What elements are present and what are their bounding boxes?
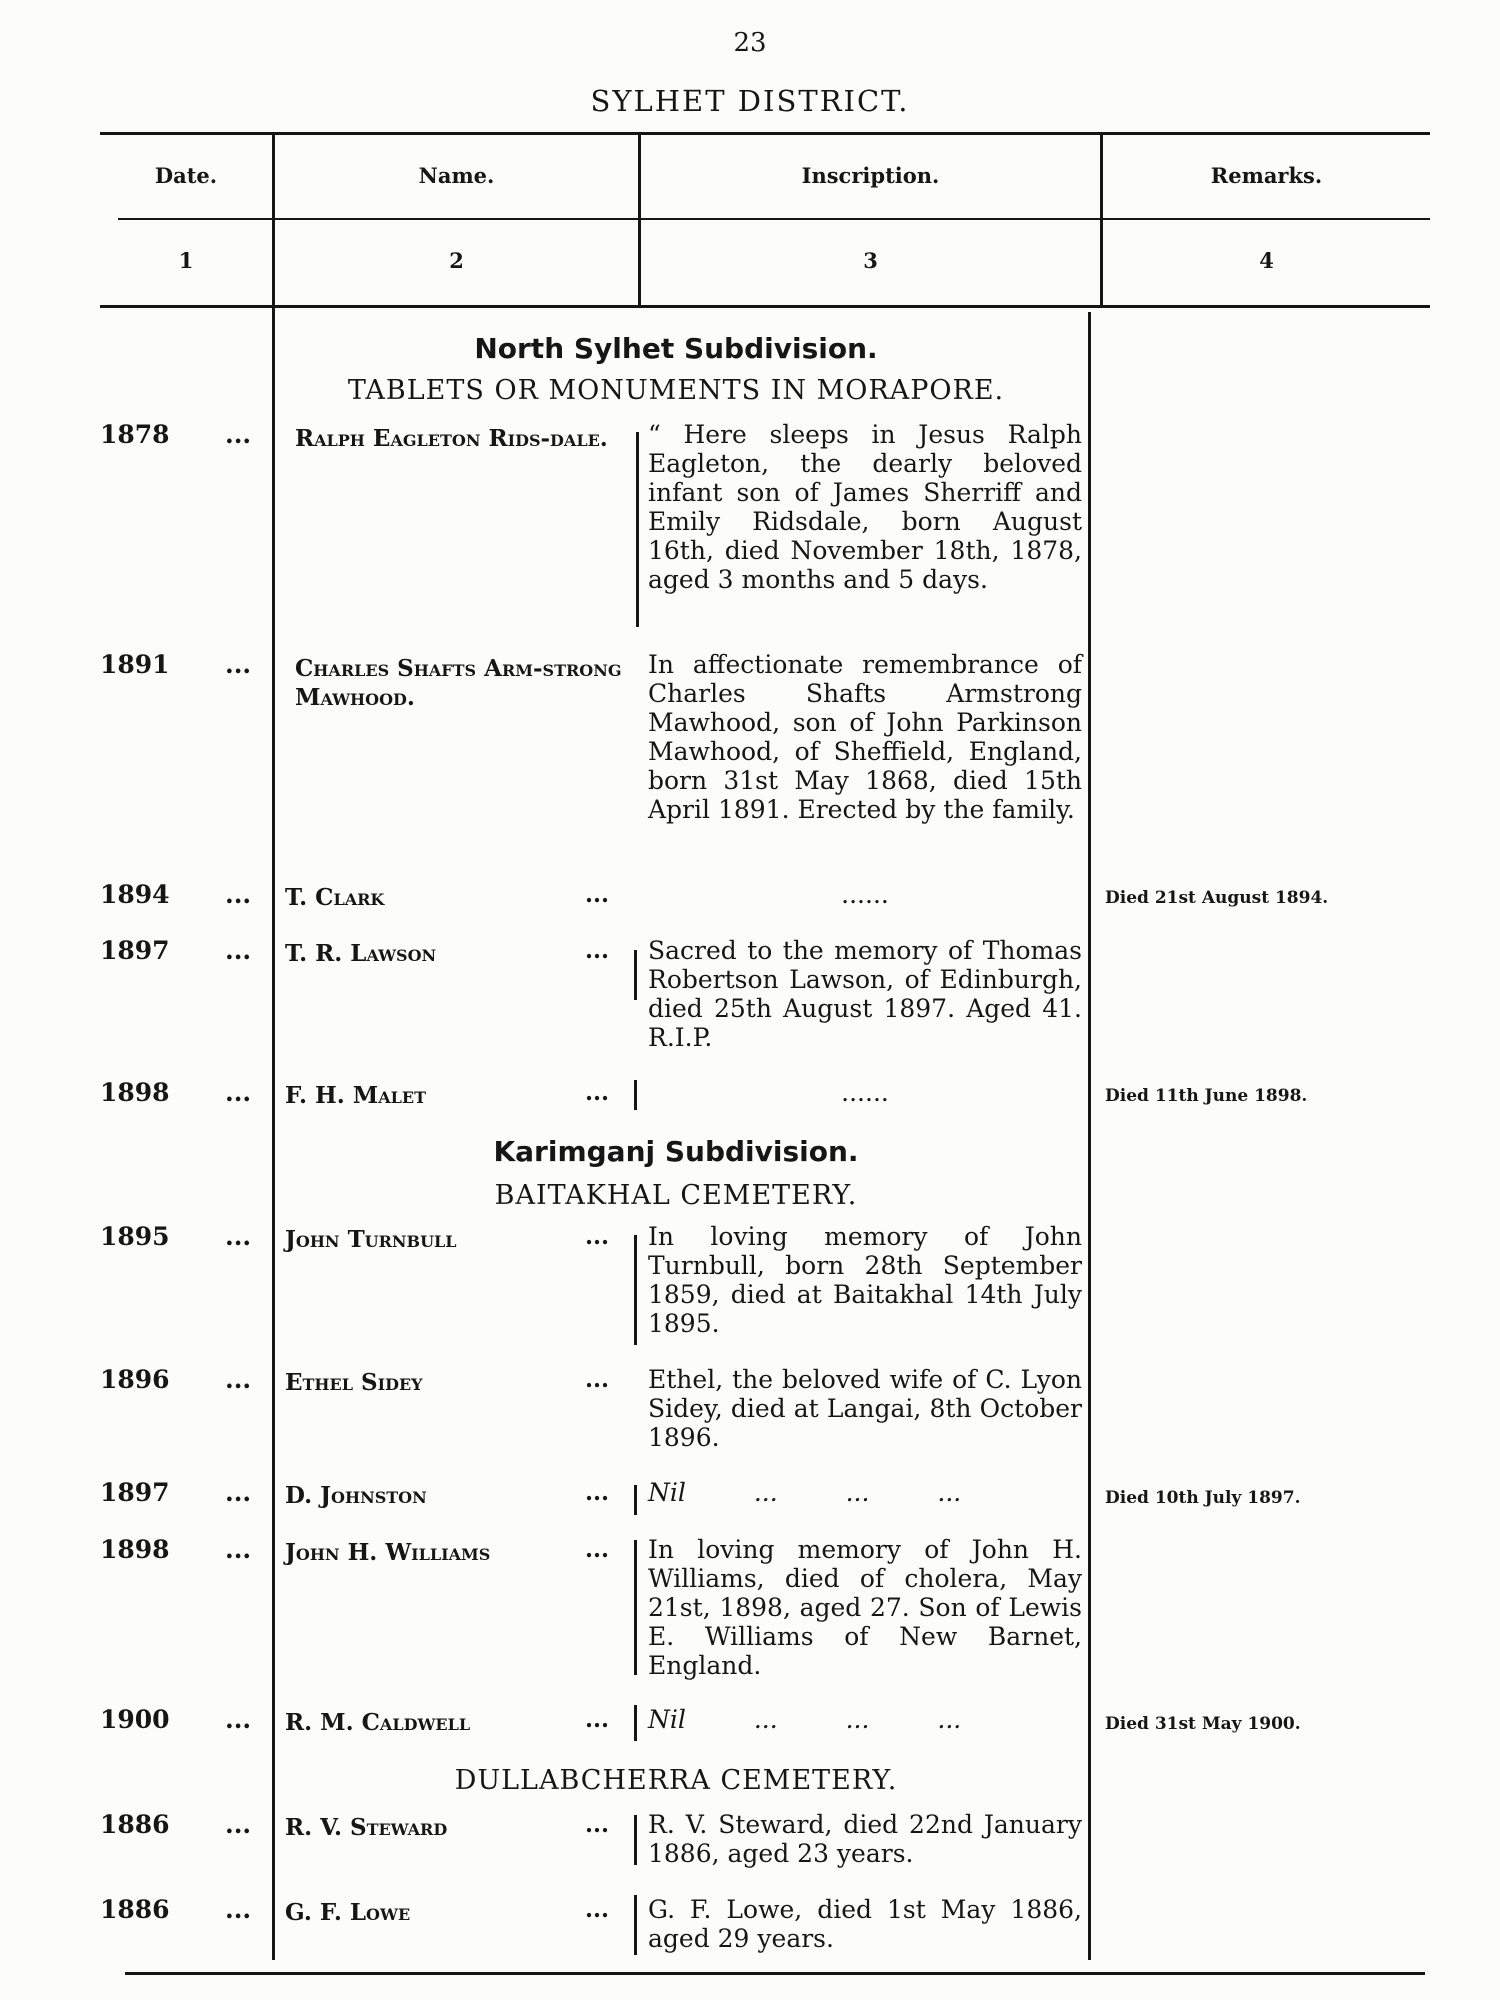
entry-leader-dots: ... (225, 420, 252, 449)
entry-inscription: R. V. Steward, died 22nd January 1886, aged 23 years. (648, 1810, 1082, 1868)
inscription-bracket (634, 1895, 637, 1955)
entry-name: T. R. Lawson (285, 940, 437, 967)
entry-name-dots: ... (585, 1896, 610, 1923)
section-title-north-sylhet: North Sylhet Subdivision. (474, 332, 878, 365)
table-bottom-rule (125, 1972, 1425, 1975)
entry-leader-dots: ... (225, 1810, 252, 1839)
entry-year: 1895 (100, 1222, 170, 1251)
entry-year: 1886 (100, 1895, 170, 1924)
entry-leader-dots: ... (225, 880, 252, 909)
entry-name-dots: ... (585, 1366, 610, 1393)
entry-name: T. Clark (285, 884, 385, 911)
entry-name: Ethel Sidey (285, 1369, 423, 1396)
inscription-bracket (636, 432, 639, 627)
column-divider-2 (638, 135, 641, 305)
column-divider-1 (272, 135, 275, 1960)
entry-name: G. F. Lowe (285, 1899, 411, 1926)
entry-name-dots: ... (585, 1079, 610, 1106)
column-header-remarks: Remarks. (1210, 163, 1323, 188)
column-number-1: 1 (178, 248, 194, 273)
entry-year: 1897 (100, 936, 170, 965)
entry-year: 1900 (100, 1705, 170, 1734)
entry-remark: Died 21st August 1894. (1105, 888, 1329, 908)
entry-name-dots: ... (585, 881, 610, 908)
entry-name-dots: ... (585, 1706, 610, 1733)
inscription-bracket (634, 1705, 637, 1741)
entry-name-dots: ... (585, 1223, 610, 1250)
page-number: 23 (733, 28, 767, 58)
section-subtitle-morapore: TABLETS OR MONUMENTS IN MORAPORE. (347, 375, 1005, 406)
entry-inscription: G. F. Lowe, died 1st May 1886, aged 29 years. (648, 1895, 1082, 1953)
entry-name: John H. Williams (285, 1539, 491, 1566)
column-number-4: 4 (1259, 248, 1274, 273)
entry-year: 1891 (100, 650, 170, 679)
entry-name-dots: ... (585, 937, 610, 964)
entry-inscription: In affectionate remembrance of Charles Shafts Armstrong Mawhood, son of John Parkinson Mawhood, of Sheffield, England, born 31st May 1868, died 15th April 1891. Erected by the family. (648, 650, 1082, 824)
inscription-bracket (634, 950, 637, 1000)
entry-year: 1898 (100, 1535, 170, 1564)
column-header-inscription: Inscription. (801, 163, 940, 188)
entry-name: R. V. Steward (285, 1814, 448, 1841)
entry-year: 1886 (100, 1810, 170, 1839)
entry-leader-dots: ... (225, 1895, 252, 1924)
inscription-bracket (634, 1485, 637, 1515)
entry-leader-dots: ... (225, 1365, 252, 1394)
table-top-rule (100, 132, 1430, 135)
entry-name: R. M. Caldwell (285, 1709, 471, 1736)
inscription-bracket (634, 1815, 637, 1865)
column-header-date: Date. (154, 163, 218, 188)
entry-name-dots: ... (585, 1536, 610, 1563)
entry-inscription: Sacred to the memory of Thomas Robertson Lawson, of Edinburgh, died 25th August 1897. Aged 41. R.I.P. (648, 936, 1082, 1052)
section-subtitle-baitakhal: BAITAKHAL CEMETERY. (494, 1180, 858, 1211)
column-divider-3 (1100, 135, 1103, 305)
column-number-3: 3 (863, 248, 878, 273)
entry-remark: Died 11th June 1898. (1105, 1086, 1308, 1106)
entry-name: John Turnbull (285, 1226, 457, 1253)
inscription-bracket (634, 1235, 637, 1345)
entry-inscription: Ethel, the beloved wife of C. Lyon Sidey, died at Langai, 8th October 1896. (648, 1365, 1082, 1452)
header-divider (118, 218, 1430, 220)
entry-inscription: Nil ... ... ... (648, 1705, 962, 1734)
entry-remark: Died 31st May 1900. (1105, 1714, 1301, 1734)
entry-name: Ralph Eagleton Rids-dale. (295, 425, 608, 452)
entry-year: 1897 (100, 1478, 170, 1507)
entry-inscription: “ Here sleeps in Jesus Ralph Eagleton, the dearly beloved infant son of James Sherriff and Emily Ridsdale, born August 16th, died November 18th, 1878, aged 3 months and 5 days. (648, 420, 1082, 594)
entry-year: 1896 (100, 1365, 170, 1394)
section-title-karimganj: Karimganj Subdivision. (493, 1135, 859, 1168)
inscription-bracket (634, 1080, 637, 1110)
entry-leader-dots: ... (225, 1078, 252, 1107)
district-title: SYLHET DISTRICT. (590, 84, 910, 118)
section-subtitle-dullabcherra: DULLABCHERRA CEMETERY. (454, 1765, 898, 1796)
column-header-name: Name. (418, 163, 495, 188)
entry-name-dots: ... (585, 1811, 610, 1838)
column-divider-3-body (1088, 312, 1091, 1960)
entry-remark: Died 10th July 1897. (1105, 1488, 1301, 1508)
entry-inscription: In loving memory of John Turnbull, born 28th September 1859, died at Baitakhal 14th July 1895. (648, 1222, 1082, 1338)
entry-leader-dots: ... (225, 1222, 252, 1251)
entry-leader-dots: ... (225, 1535, 252, 1564)
column-number-2: 2 (449, 248, 464, 273)
entry-name: Charles Shafts Arm-strong Mawhood. (295, 655, 622, 711)
entry-leader-dots: ... (225, 1705, 252, 1734)
entry-leader-dots: ... (225, 936, 252, 965)
entry-inscription: ...... (841, 1078, 889, 1107)
entry-name: F. H. Malet (285, 1082, 427, 1109)
entry-leader-dots: ... (225, 1478, 252, 1507)
entry-year: 1894 (100, 880, 170, 909)
column-numbers-rule (100, 305, 1430, 308)
entry-inscription: ...... (841, 880, 889, 909)
inscription-bracket (634, 1540, 637, 1675)
entry-year: 1898 (100, 1078, 170, 1107)
entry-name-dots: ... (585, 1479, 610, 1506)
entry-name: D. Johnston (285, 1482, 427, 1509)
entry-year: 1878 (100, 420, 170, 449)
entry-inscription: In loving memory of John H. Williams, died of cholera, May 21st, 1898, aged 27. Son of Lewis E. Williams of New Barnet, England. (648, 1535, 1082, 1680)
entry-inscription: Nil ... ... ... (648, 1478, 962, 1507)
entry-leader-dots: ... (225, 650, 252, 679)
